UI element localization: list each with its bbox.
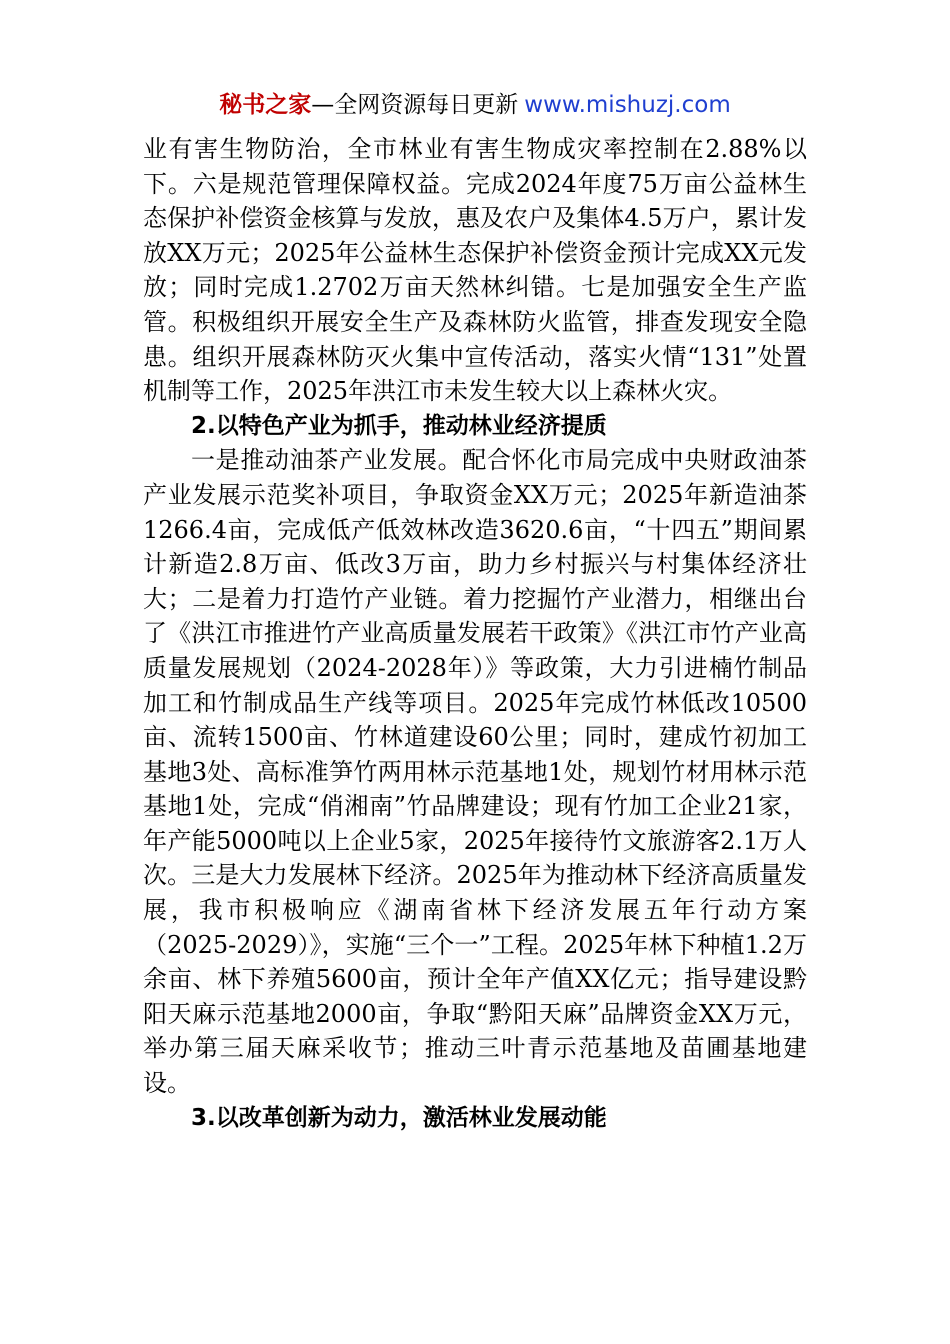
document-body [143,132,807,1135]
header-tagline: —全网资源每日更新 [311,92,519,118]
paragraph-2: 一是推动油茶产业发展。配合怀化市局完成中央财政油茶产业发展示范奖补项目，争取资金XX万元；2025年新造油茶1266.4亩，完成低产低效林改造3620.6亩，“十四五”期间累计新造2.8万亩、低改3万亩，助力乡村振兴与村集体经济壮大；二是着力打造竹产业链。着力挖掘竹产业潜力，相继出台了《洪江市推进竹产业高质量发展若干政策》《洪江市竹产业高质量发展规划（2024-2028年）》等政策，大力引进楠竹制品加工和竹制成品生产线等项目。2025年完成竹林低改10500亩、流转1500亩、竹林道建设60公里；同时，建成竹初加工基地3处、高标准笋竹两用林示范基地1处，规划竹材用林示范基地1处，完成“俏湘南”竹品牌建设；现有竹加工企业21家，年产能5000吨以上企业5家，2025年接待竹文旅游客2.1万人次。三是大力发展林下经济。2025年为推动林下经济高质量发展，我市积极响应《湖南省林下经济发展五年行动方案（2025-2029）》，实施“三个一”工程。2025年林下种植1.2万余亩、林下养殖5600亩，预计全年产值XX亿元；指导建设黔阳天麻示范基地2000亩，争取“黔阳天麻”品牌资金XX万元，举办第三届天麻采收节；推动三叶青示范基地及苗圃基地建设。 [143,446,807,1098]
paragraph-continued: 业有害生物防治，全市林业有害生物成灾率控制在2.88%以下。六是规范管理保障权益。完成2024年度75万亩公益林生态保护补偿资金核算与发放，惠及农户及集体4.5万户，累计发放XX万元；2025年公益林生态保护补偿资金预计完成XX元发放；同时完成1.2702万亩天然林纠错。七是加强安全生产监管。积极组织开展安全生产及森林防火监管，排查发现安全隐患。组织开展森林防灭火集中宣传活动，落实火情“131”处置机制等工作，2025年洪江市未发生较大以上森林火灾。 [143,135,807,406]
section-heading-3: 3.以改革创新为动力，激活林业发展动能 [191,1104,607,1131]
section-heading-2: 2.以特色产业为抓手，推动林业经济提质 [191,412,607,439]
brand-name: 秘书之家 [219,92,312,118]
page-header [0,88,950,122]
site-link[interactable]: www.mishuzj.com [524,92,731,118]
